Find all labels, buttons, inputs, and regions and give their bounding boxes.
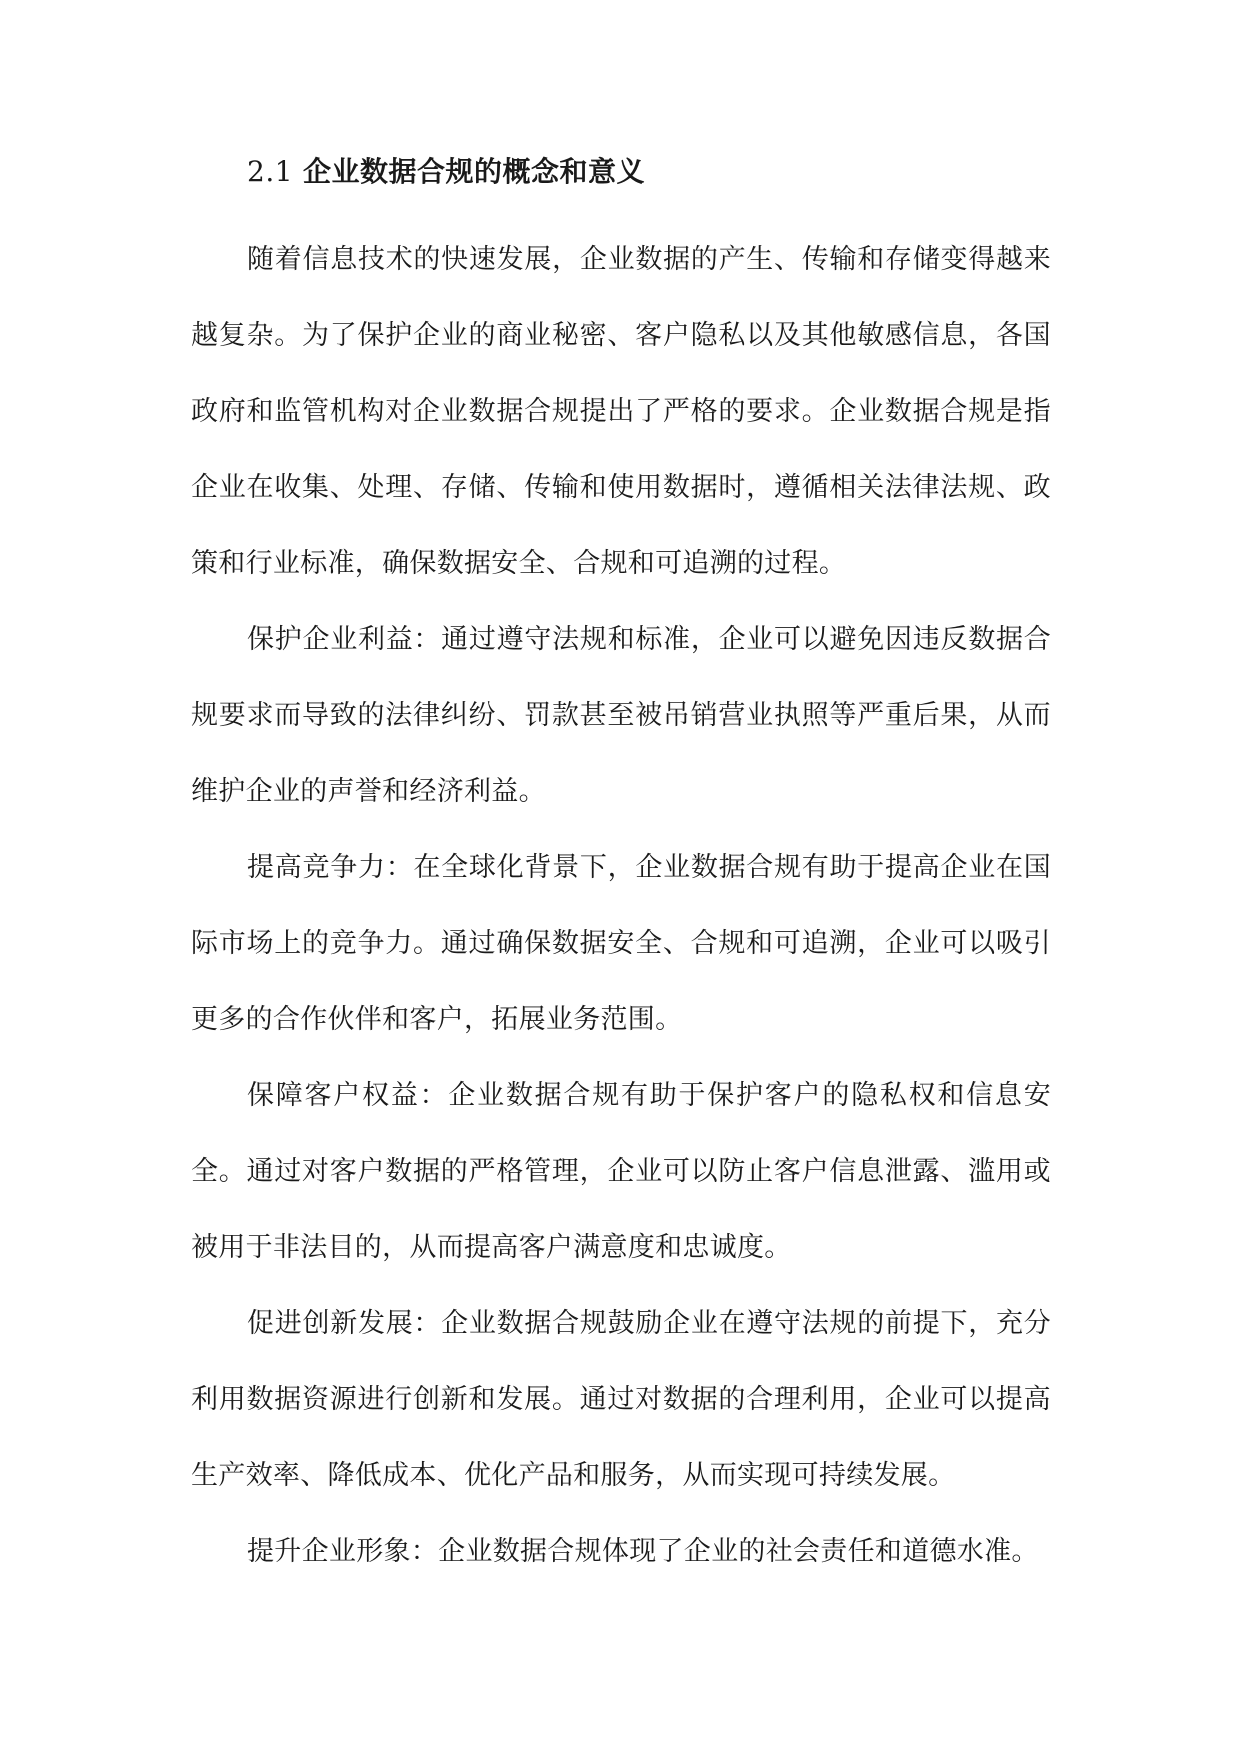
paragraph-customer-rights: 保障客户权益：企业数据合规有助于保护客户的隐私权和信息安全。通过对客户数据的严格管理，企业可以防止客户信息泄露、滥用或被用于非法目的，从而提高客户满意度和忠诚度。 (191, 1080, 1051, 1263)
paragraph-protect-interests: 保护企业利益：通过遵守法规和标准，企业可以避免因违反数据合规要求而导致的法律纠纷、罚款甚至被吊销营业执照等严重后果，从而维护企业的声誉和经济利益。 (191, 624, 1051, 807)
paragraph-competitiveness: 提高竞争力：在全球化背景下，企业数据合规有助于提高企业在国际市场上的竞争力。通过确保数据安全、合规和可追溯，企业可以吸引更多的合作伙伴和客户，拓展业务范围。 (191, 852, 1051, 1035)
body-text (191, 222, 1051, 1590)
section-title: 企业数据合规的概念和意义 (303, 155, 646, 188)
paragraph-image: 提升企业形象：企业数据合规体现了企业的社会责任和道德水准。 (247, 1536, 1039, 1567)
paragraph-intro: 随着信息技术的快速发展，企业数据的产生、传输和存储变得越来越复杂。为了保护企业的商业秘密、客户隐私以及其他敏感信息，各国政府和监管机构对企业数据合规提出了严格的要求。企业数据合规是指企业在收集、处理、存储、传输和使用数据时，遵循相关法律法规、政策和行业标准，确保数据安全、合规和可追溯的过程。 (191, 244, 1051, 579)
section-heading (247, 150, 645, 194)
paragraph-innovation: 促进创新发展：企业数据合规鼓励企业在遵守法规的前提下，充分利用数据资源进行创新和发展。通过对数据的合理利用，企业可以提高生产效率、降低成本、优化产品和服务，从而实现可持续发展。 (191, 1308, 1051, 1491)
section-number: 2.1 (247, 155, 294, 188)
